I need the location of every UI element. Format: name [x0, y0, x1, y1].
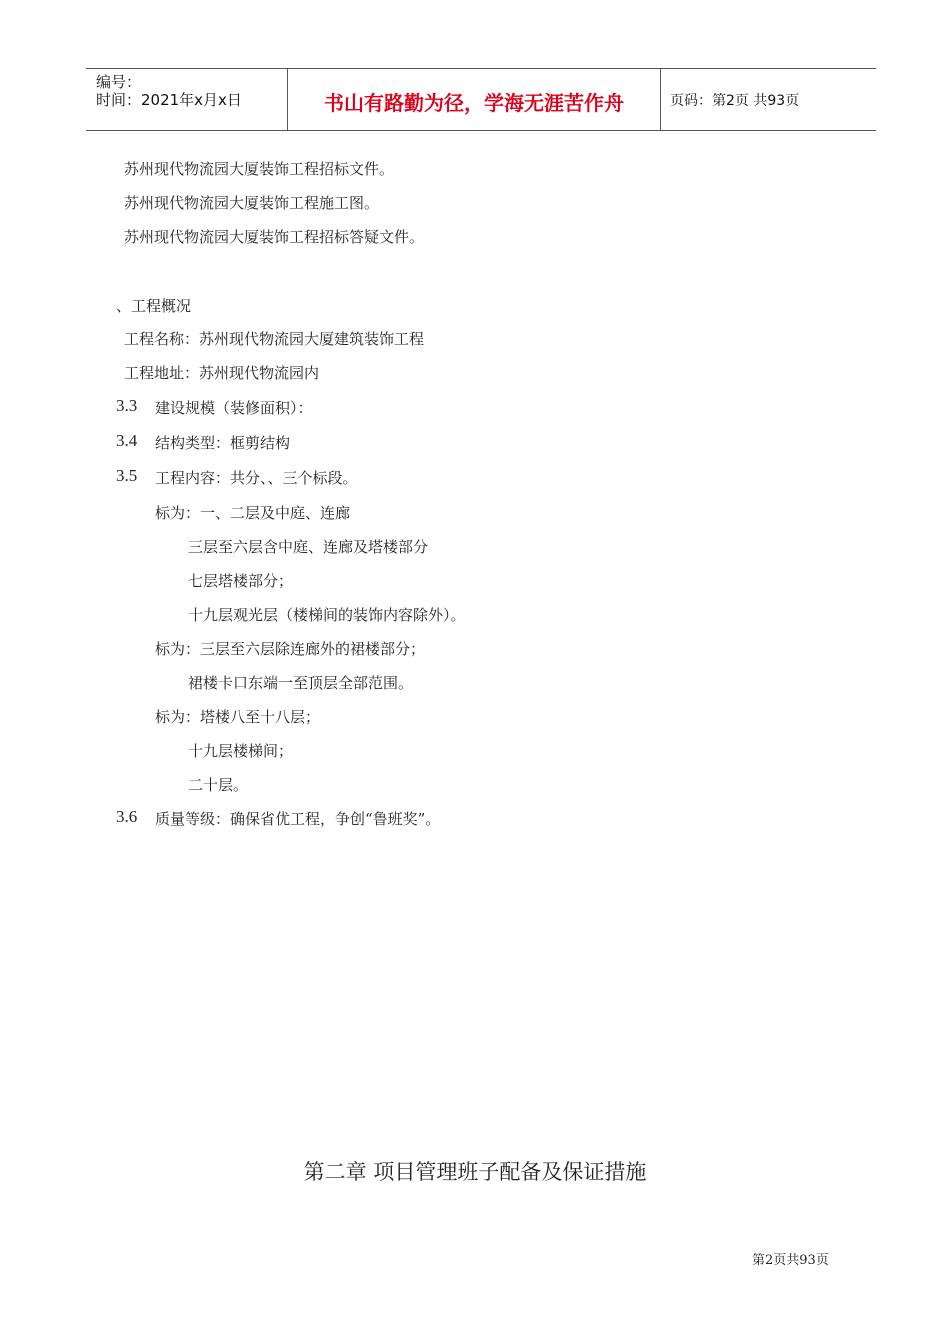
section-line: 十九层观光层（楼梯间的装饰内容除外）。 — [188, 606, 466, 624]
intro-line: 苏州现代物流园大厦装饰工程招标文件。 — [124, 160, 395, 178]
item-number: 3.3 — [116, 396, 138, 415]
item-text: 结构类型：框剪结构 — [155, 434, 291, 452]
section-heading: 、工程概况 — [116, 297, 192, 315]
number-label: 编号： — [96, 73, 142, 91]
section-title: 标为：一、二层及中庭、连廊 — [155, 504, 351, 522]
section-line: 二十层。 — [188, 776, 249, 794]
intro-line: 苏州现代物流园大厦装饰工程招标答疑文件。 — [124, 228, 425, 246]
header-meta-cell — [86, 69, 288, 130]
page-footer: 第2页共93页 — [752, 1253, 829, 1268]
item-text: 建设规模（装修面积）： — [155, 399, 313, 417]
page-info: 页码：第2页 共93页 — [670, 93, 800, 109]
date-line: 时间：2021年x月x日 — [96, 91, 242, 109]
chapter-title: 第二章 项目管理班子配备及保证措施 — [303, 1160, 647, 1184]
section-line: 三层至六层含中庭、连廊及塔楼部分 — [188, 538, 429, 556]
item-number: 3.5 — [116, 466, 138, 485]
item-text: 工程内容：共分、、三个标段。 — [155, 469, 358, 487]
item-number: 3.6 — [116, 807, 138, 826]
item-number: 3.4 — [116, 431, 138, 450]
section-line: 七层塔楼部分； — [188, 572, 294, 590]
item-text: 质量等级：确保省优工程，争创“鲁班奖”。 — [155, 810, 441, 828]
section-line: 裙楼卡口东端一至顶层全部范围。 — [188, 674, 414, 692]
section-title: 标为：三层至六层除连廊外的裙楼部分； — [155, 640, 426, 658]
project-name: 工程名称：苏州现代物流园大厦建筑装饰工程 — [124, 330, 425, 348]
project-address: 工程地址：苏州现代物流园内 — [124, 364, 320, 382]
motto-text: 书山有路勤为径，学海无涯苦作舟 — [324, 91, 624, 115]
header-motto-cell — [288, 69, 661, 130]
page-header — [86, 68, 876, 131]
section-line: 十九层楼梯间； — [188, 742, 294, 760]
section-title: 标为：塔楼八至十八层； — [155, 708, 321, 726]
header-page-cell — [661, 69, 876, 130]
intro-line: 苏州现代物流园大厦装饰工程施工图。 — [124, 194, 380, 212]
